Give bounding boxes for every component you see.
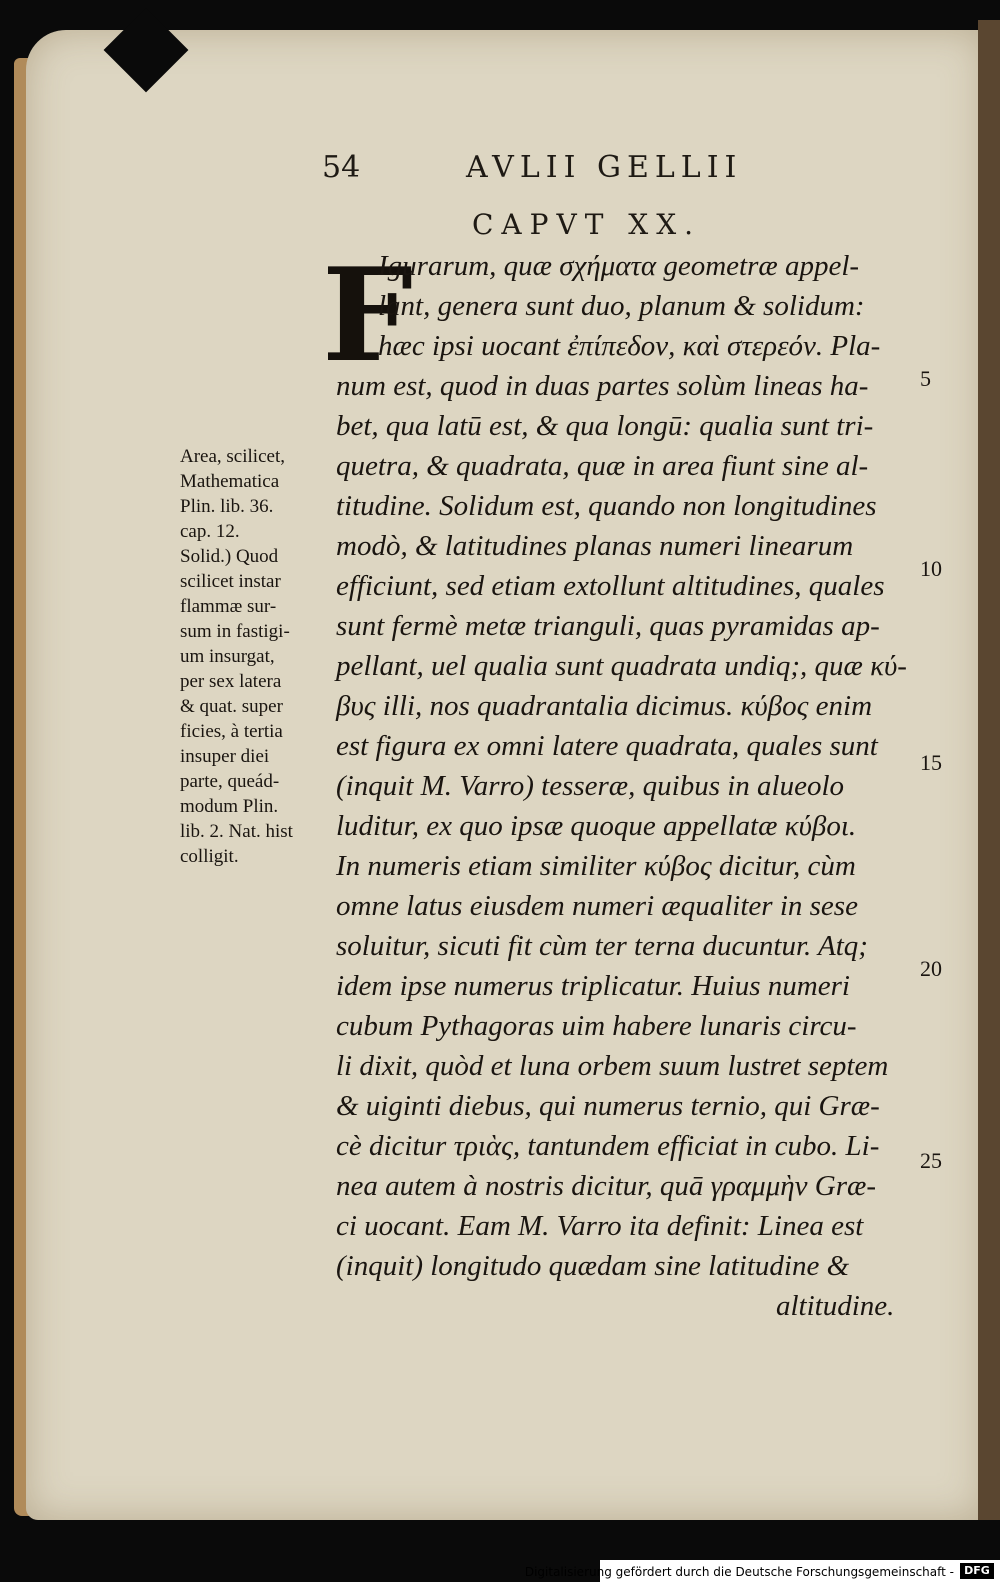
marginal-note: Mathematica <box>180 471 280 492</box>
marginal-note: modum Plin. <box>180 796 279 817</box>
body-line: sunt fermè metæ trianguli, quas pyramidas ap- <box>336 610 880 642</box>
line-number: 25 <box>920 1148 942 1173</box>
running-head <box>0 150 1000 190</box>
body-line: altitudine. <box>776 1290 895 1322</box>
body-line: bet, qua latū est, & qua longū: qualia sunt tri- <box>336 410 874 442</box>
line-number: 20 <box>920 956 942 981</box>
binding-edge <box>978 20 1000 1520</box>
line-number: 5 <box>920 366 931 391</box>
body-line: pellant, uel qualia sunt quadrata undiq;, quæ κύ- <box>336 650 907 682</box>
marginal-note: Solid.) Quod <box>180 546 279 567</box>
body-line: titudine. Solidum est, quando non longitudines <box>336 490 877 522</box>
marginal-note: Plin. lib. 36. <box>180 496 274 517</box>
body-line: efficiunt, sed etiam extollunt altitudines, quales <box>336 570 885 602</box>
chapter-heading: CAPVT XX. <box>472 208 702 241</box>
running-title: AVLII GELLII <box>466 150 743 185</box>
marginal-note: colligit. <box>180 846 239 867</box>
body-line: lant, genera sunt duo, planum & solidum: <box>378 290 865 322</box>
marginal-note: sum in fastigi- <box>180 621 290 642</box>
body-line: (inquit M. Varro) tesseræ, quibus in alueolo <box>336 770 845 802</box>
body-line: cè dicitur τριὰς, tantundem efficiat in cubo. Li- <box>336 1130 880 1162</box>
page-number: 54 <box>322 150 361 185</box>
body-line: (inquit) longitudo quædam sine latitudine & <box>336 1250 850 1282</box>
marginal-note: flammæ sur- <box>180 596 277 617</box>
body-line: idem ipse numerus triplicatur. Huius numeri <box>336 970 850 1002</box>
body-line: soluitur, sicuti fit cùm ter terna ducuntur. Atq; <box>336 930 868 962</box>
marginal-note: ficies, à tertia <box>180 721 283 742</box>
marginal-note: um insurgat, <box>180 646 275 667</box>
body-line: num est, quod in duas partes solùm lineas ha- <box>336 370 869 402</box>
body-line: In numeris etiam similiter κύβος dicitur, cùm <box>336 850 856 882</box>
body-line: luditur, ex quo ipsæ quoque appellatæ κύβοι. <box>336 810 857 842</box>
line-number: 10 <box>920 556 942 581</box>
body-line: omne latus eiusdem numeri æqualiter in sese <box>336 890 858 922</box>
body-line: hæc ipsi uocant ἐπίπεδον, καὶ στερεόν. Pla- <box>378 330 881 362</box>
marginal-note: parte, queád- <box>180 771 280 792</box>
body-line: βυς illi, nos quadrantalia dicimus. κύβος enim <box>336 690 873 722</box>
digitization-credit: Digitalisierung gefördert durch die Deutsche Forschungsgemeinschaft - <box>524 1565 954 1579</box>
body-line: li dixit, quòd et luna orbem suum lustret septem <box>336 1050 889 1082</box>
marginal-note: scilicet instar <box>180 571 281 592</box>
marginal-note: per sex latera <box>180 671 282 692</box>
line-number: 15 <box>920 750 942 775</box>
body-line: ci uocant. Eam M. Varro ita definit: Linea est <box>336 1210 864 1242</box>
drop-cap: F <box>322 241 413 391</box>
body-line: nea autem à nostris dicitur, quā γραμμὴν Græ- <box>336 1170 876 1202</box>
body-line: cubum Pythagoras uim habere lunaris circu- <box>336 1010 857 1042</box>
body-line: Igurarum, quæ σχήματα geometræ appel- <box>378 250 860 282</box>
marginal-note: & quat. super <box>180 696 283 717</box>
body-line: modò, & latitudines planas numeri linearum <box>336 530 854 562</box>
marginal-note: Area, scilicet, <box>180 446 285 467</box>
marginal-note: insuper diei <box>180 746 270 767</box>
body-line: & uiginti diebus, qui numerus ternio, qui Græ- <box>336 1090 880 1122</box>
marginal-note: lib. 2. Nat. hist <box>180 821 293 842</box>
body-line: quetra, & quadrata, quæ in area fiunt sine al- <box>336 450 869 482</box>
marginal-note: cap. 12. <box>180 521 240 542</box>
dfg-logo: DFG <box>960 1563 994 1579</box>
body-line: est figura ex omni latere quadrata, quales sunt <box>336 730 878 762</box>
